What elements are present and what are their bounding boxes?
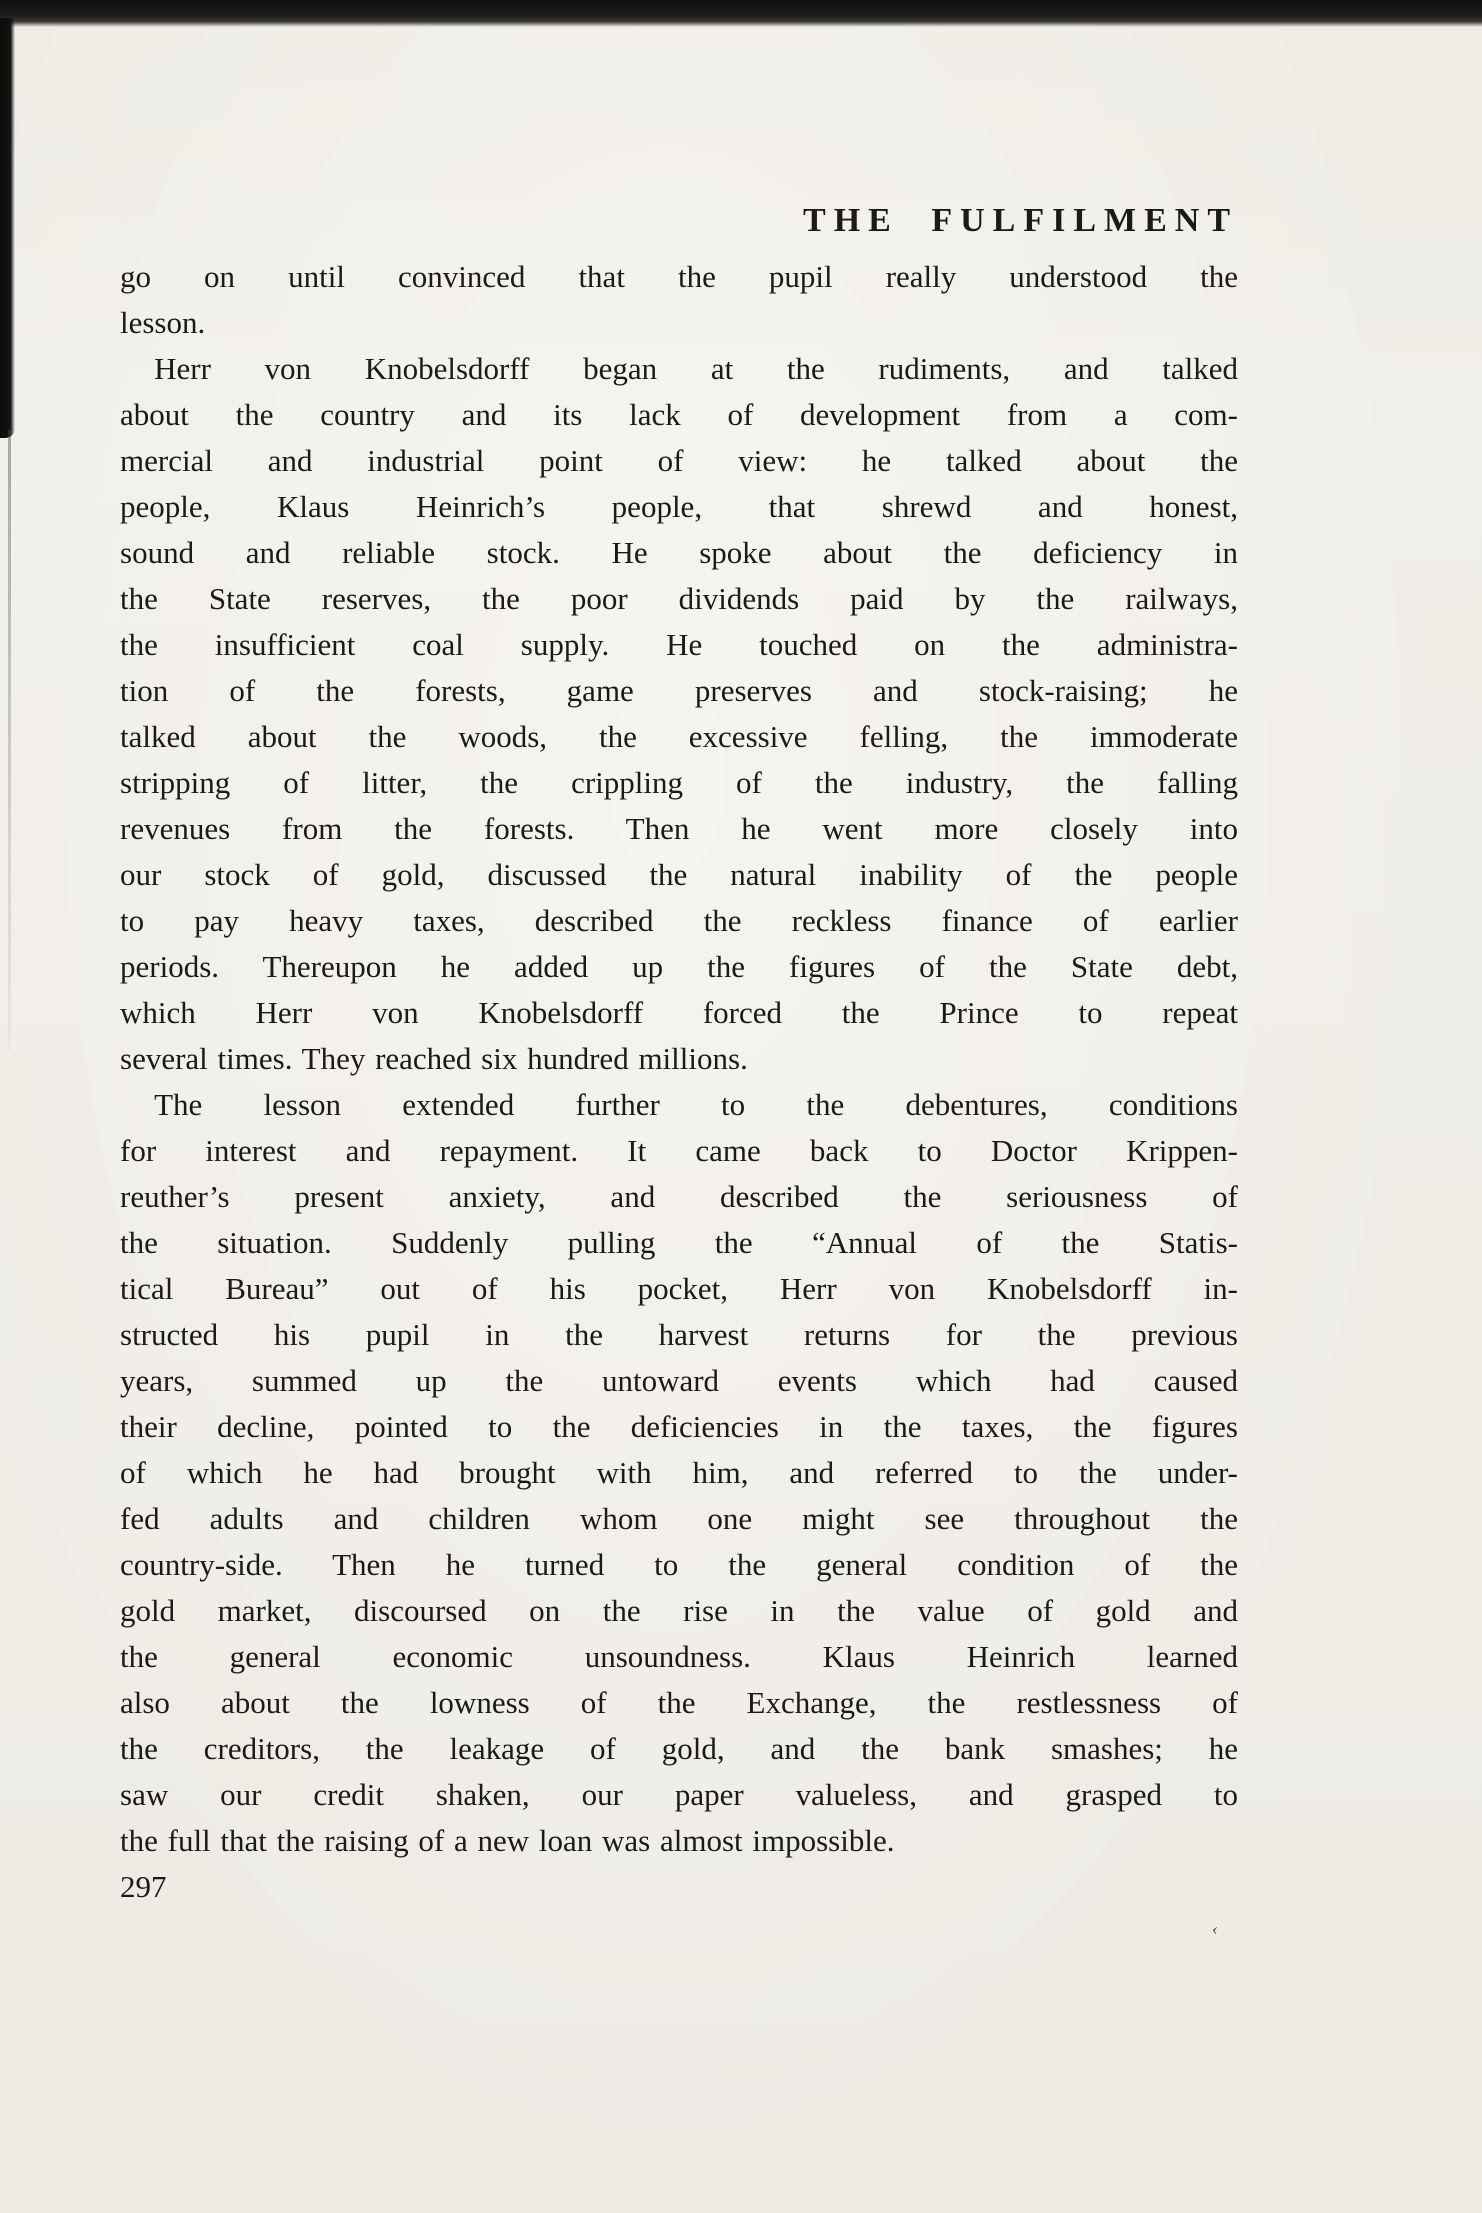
text-line: sound and reliable stock. He spoke about the deficiency in [120, 535, 1238, 570]
text-line: saw our credit shaken, our paper valueless, and grasped to [120, 1777, 1238, 1812]
text-line: Herr von Knobelsdorff began at the rudiments, and talked [154, 351, 1238, 386]
page-header: THE FULFILMENT [803, 202, 1238, 239]
page-text [120, 254, 1238, 1864]
text-line: years, summed up the untoward events which had caused [120, 1363, 1238, 1398]
text-line: several times. They reached six hundred millions. [120, 1041, 748, 1076]
text-line: also about the lowness of the Exchange, the restlessness of [120, 1685, 1238, 1720]
text-line: the State reserves, the poor dividends paid by the railways, [120, 581, 1238, 616]
text-line: lesson. [120, 305, 206, 340]
text-line: fed adults and children whom one might see throughout the [120, 1501, 1238, 1536]
text-line: the full that the raising of a new loan was almost impossible. [120, 1823, 895, 1858]
text-line: mercial and industrial point of view: he talked about the [120, 443, 1238, 478]
text-line: country-side. Then he turned to the general condition of the [120, 1547, 1238, 1582]
text-line: go on until convinced that the pupil really understood the [120, 259, 1238, 294]
page-number: 297 [120, 1869, 167, 1904]
text-line: gold market, discoursed on the rise in the value of gold and [120, 1593, 1238, 1628]
text-line: reuther’s present anxiety, and described the seriousness of [120, 1179, 1238, 1214]
text-line: of which he had brought with him, and referred to the under- [120, 1455, 1238, 1490]
text-line: for interest and repayment. It came back to Doctor Krippen- [120, 1133, 1238, 1168]
text-line: which Herr von Knobelsdorff forced the Prince to repeat [120, 995, 1238, 1030]
text-line: to pay heavy taxes, described the reckless finance of earlier [120, 903, 1238, 938]
text-line: tion of the forests, game preserves and stock-raising; he [120, 673, 1238, 708]
text-line: about the country and its lack of development from a com- [120, 397, 1238, 432]
text-line: periods. Thereupon he added up the figures of the State debt, [120, 949, 1238, 984]
text-line: our stock of gold, discussed the natural inability of the people [120, 857, 1238, 892]
scan-speck-mark: ‹ [1210, 1918, 1220, 1939]
text-line: the situation. Suddenly pulling the “Annual of the Statis- [120, 1225, 1238, 1260]
text-line: talked about the woods, the excessive felling, the immoderate [120, 719, 1238, 754]
scan-edge-left [0, 18, 15, 438]
text-line: the general economic unsoundness. Klaus Heinrich learned [120, 1639, 1238, 1674]
text-block [120, 198, 1238, 1910]
text-line: stripping of litter, the crippling of the industry, the falling [120, 765, 1238, 800]
text-line: their decline, pointed to the deficiencies in the taxes, the figures [120, 1409, 1238, 1444]
scan-edge-top [0, 0, 1482, 27]
text-line: the creditors, the leakage of gold, and the bank smashes; he [120, 1731, 1238, 1766]
text-line: revenues from the forests. Then he went more closely into [120, 811, 1238, 846]
text-line: tical Bureau” out of his pocket, Herr von Knobelsdorff in- [120, 1271, 1238, 1306]
scan-artifact-line [8, 430, 11, 1050]
text-line: structed his pupil in the harvest returns for the previous [120, 1317, 1238, 1352]
text-line: The lesson extended further to the debentures, conditions [154, 1087, 1238, 1122]
text-line: the insufficient coal supply. He touched on the administra- [120, 627, 1238, 662]
text-line: people, Klaus Heinrich’s people, that shrewd and honest, [120, 489, 1238, 524]
